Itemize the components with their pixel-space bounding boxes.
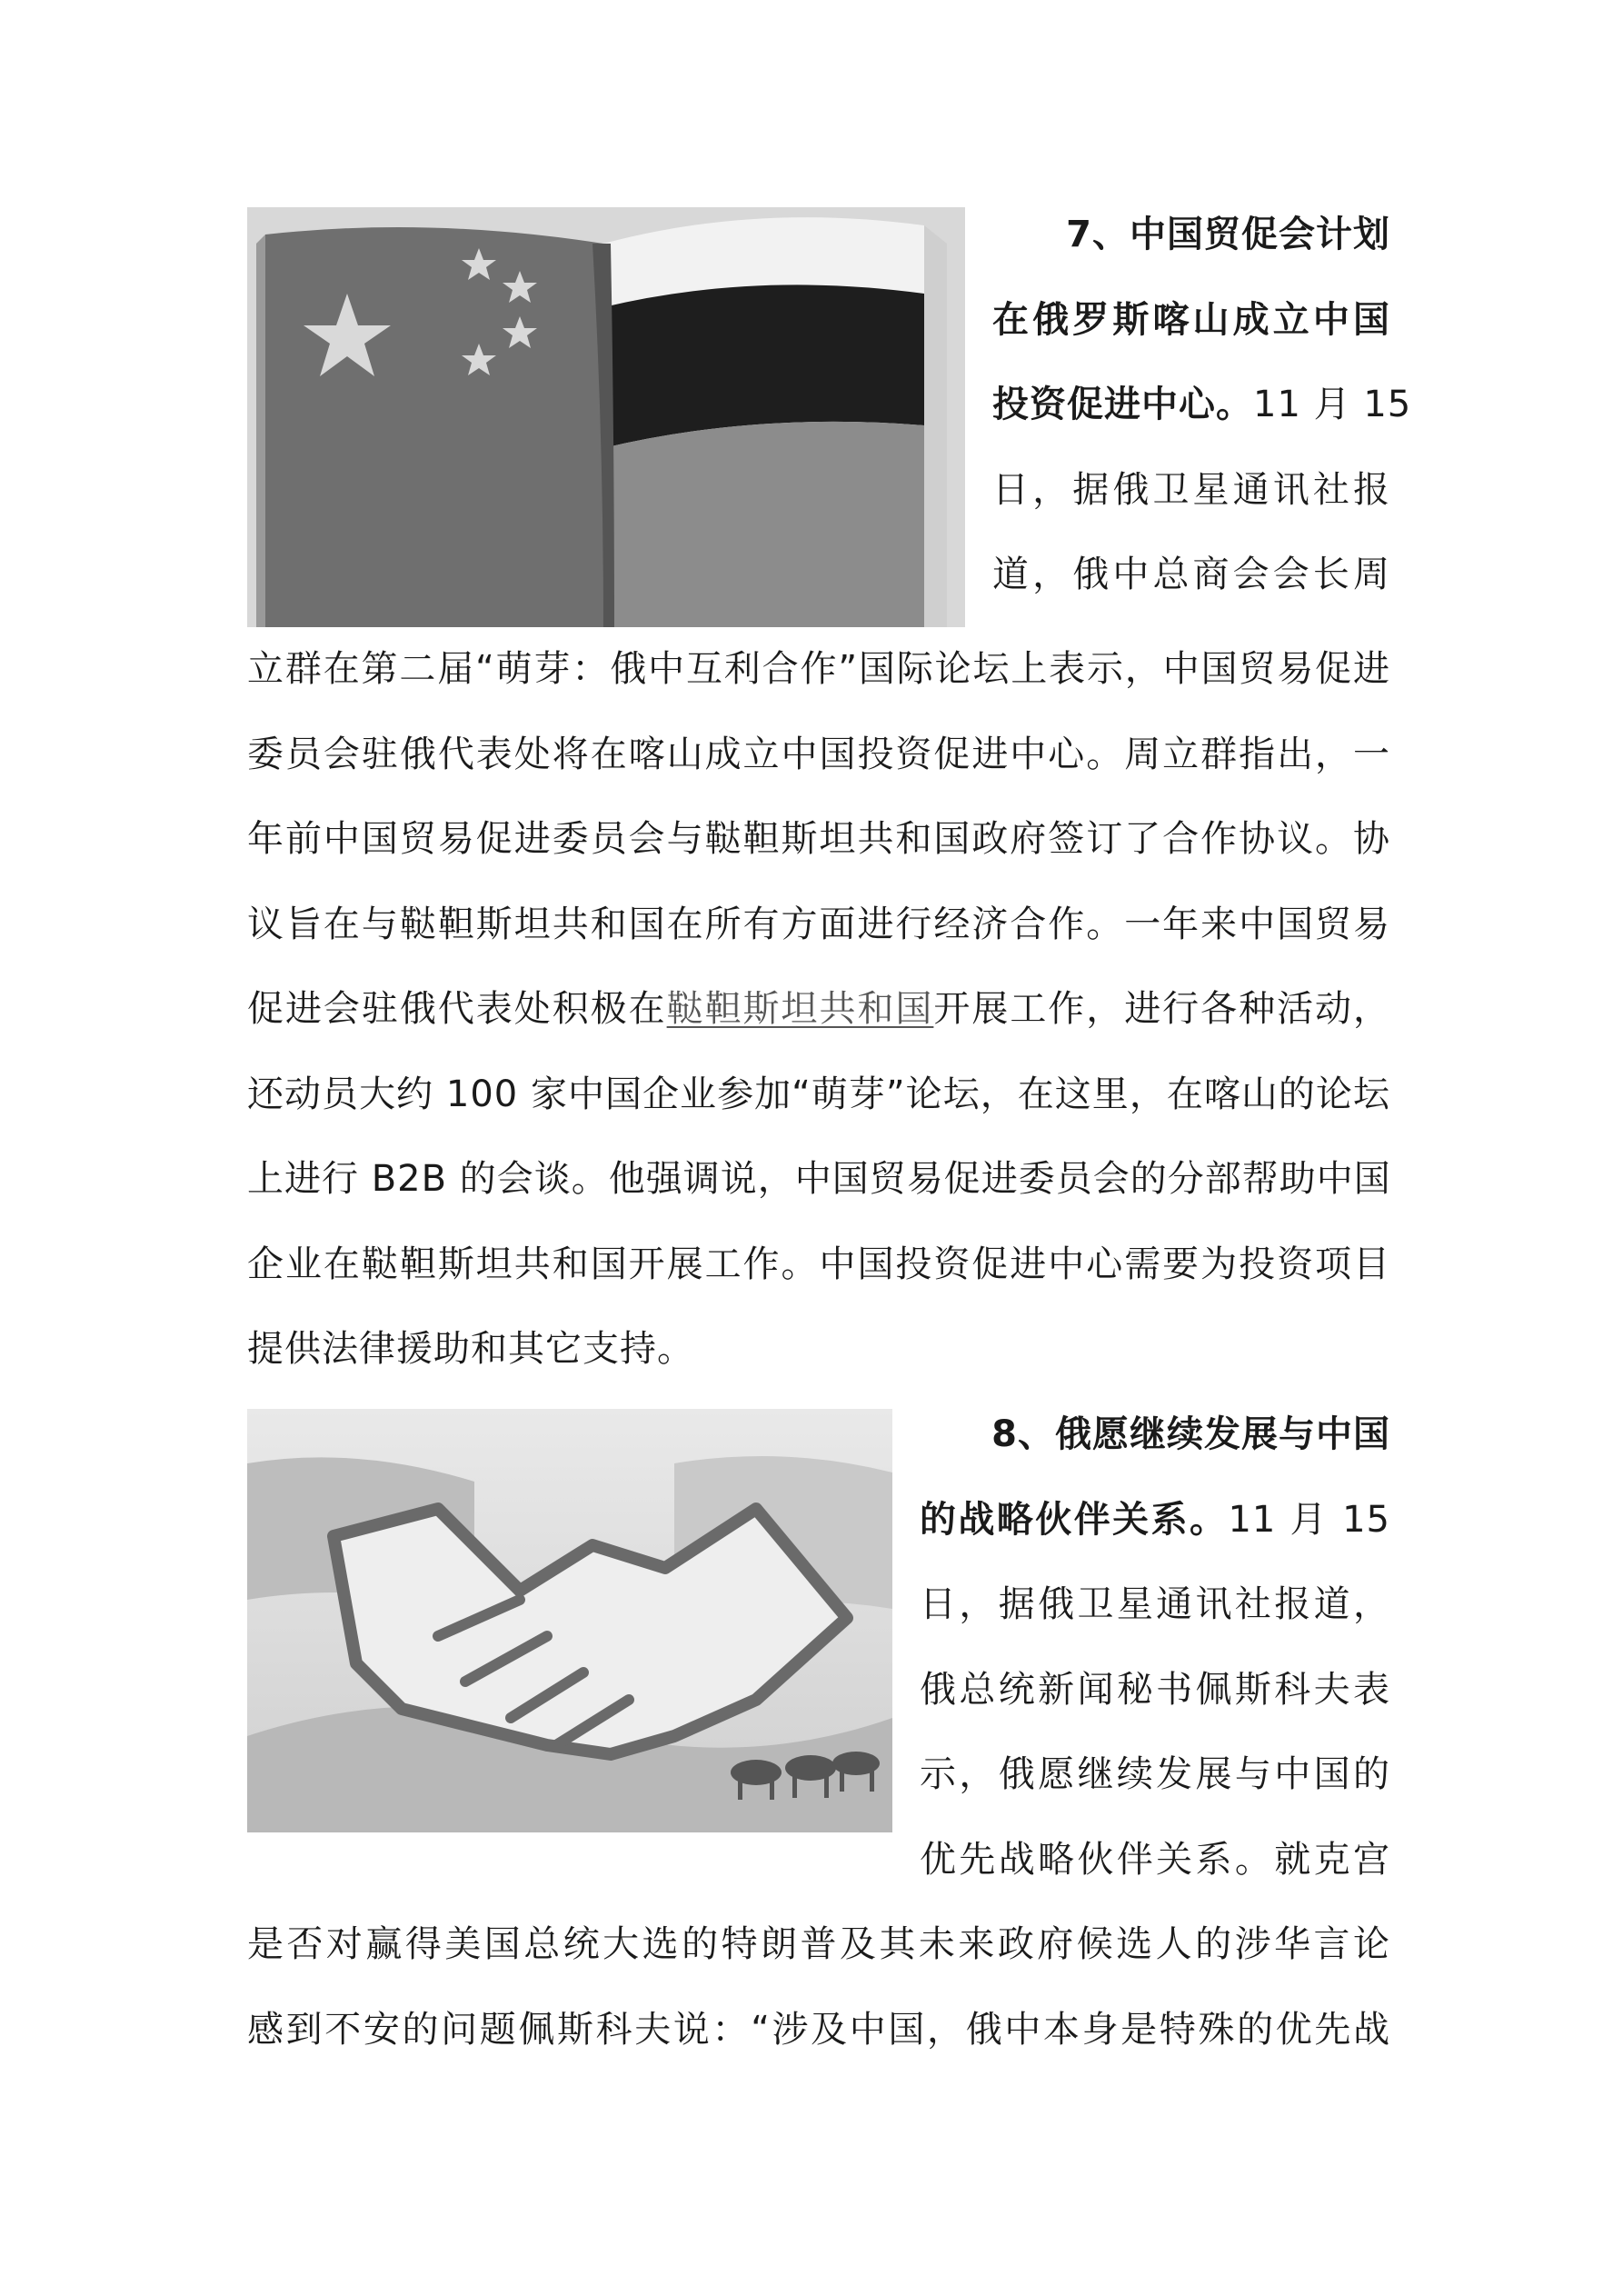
section-8-side-line-4: 优先战略伙伴关系。就克宫: [920, 1838, 1390, 1881]
section-7-body-line: 上进行 B2B 的会谈。他强调说，中国贸易促进委员会的分部帮助中国: [247, 1158, 1391, 1200]
section-7-body-line: 年前中国贸易促进委员会与鞑靼斯坦共和国政府签订了合作协议。协: [247, 818, 1390, 860]
section-7-body-line: 委员会驻俄代表处将在喀山成立中国投资促进中心。周立群指出，一: [247, 733, 1390, 775]
tatarstan-link[interactable]: 鞑靼斯坦共和国: [666, 988, 934, 1030]
section-8-side-line-3: 示，俄愿继续发展与中国的: [920, 1753, 1390, 1795]
handshake-image: [247, 1409, 892, 1832]
section-7-body-line: 还动员大约 100 家中国企业参加“萌芽”论坛，在这里，在喀山的论坛: [247, 1073, 1390, 1115]
section-8-side-line-2: 俄总统新闻秘书佩斯科夫表: [920, 1668, 1390, 1711]
section-8-body-line: 感到不安的问题佩斯科夫说：“涉及中国，俄中本身是特殊的优先战: [247, 2008, 1390, 2051]
section-7-link-line: [247, 967, 1390, 1053]
section-7-body-line: 议旨在与鞑靼斯坦共和国在所有方面进行经济合作。一年来中国贸易: [247, 903, 1390, 945]
section-7-side-line-1: 日，据俄卫星通讯社报: [992, 468, 1390, 511]
section-8-heading-end: 的战略伙伴关系。: [920, 1498, 1229, 1541]
section-7: [247, 193, 1412, 1393]
section-8: [247, 1393, 1390, 2072]
china-russia-flag-book-image: [247, 207, 965, 627]
section-7-body-line: 企业在鞑靼斯坦共和国开展工作。中国投资促进中心需要为投资项目: [247, 1243, 1390, 1285]
link-line-after: 开展工作，进行各种活动，: [933, 988, 1391, 1030]
section-7-side-line-2: 道，俄中总商会会长周: [992, 554, 1390, 595]
section-7-date: 11 月 15: [1253, 384, 1412, 425]
section-8-date: 11 月 15: [1228, 1498, 1390, 1541]
link-line-before: 促进会驻俄代表处积极在: [247, 988, 667, 1030]
section-8-body-line: 是否对赢得美国总统大选的特朗普及其未来政府候选人的涉华言论: [247, 1923, 1390, 1965]
section-7-heading-end: 投资促进中心。: [992, 384, 1253, 425]
section-7-heading-line-1: 7、中国贸促会计划: [1066, 214, 1390, 255]
section-8-heading-line-1: 8、俄愿继续发展与中国: [991, 1413, 1390, 1455]
section-8-side-line-1: 日，据俄卫星通讯社报道，: [920, 1583, 1390, 1625]
section-7-heading-line-2: 在俄罗斯喀山成立中国: [992, 298, 1390, 341]
section-7-body-line: 立群在第二届“萌芽：俄中互利合作”国际论坛上表示，中国贸易促进: [247, 648, 1390, 690]
section-7-body-line: 提供法律援助和其它支持。: [247, 1328, 694, 1370]
